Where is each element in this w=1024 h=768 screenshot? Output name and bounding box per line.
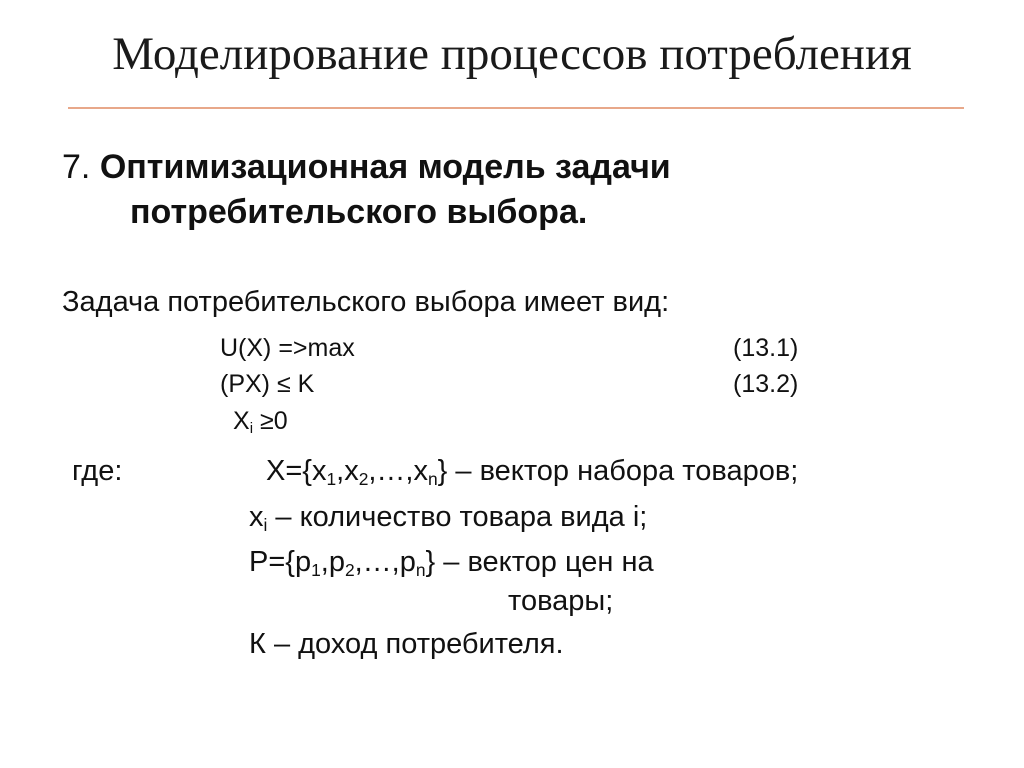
xi-sub: i xyxy=(263,514,268,535)
xvec-mid1: ,x xyxy=(336,455,359,487)
equation-nonnegativity xyxy=(233,405,288,437)
definition-x-vector xyxy=(266,452,798,490)
xvec-close: } – вектор набора товаров; xyxy=(437,455,799,487)
pvec-mid1: ,p xyxy=(320,546,345,578)
equation-objective: U(X) =>max xyxy=(220,334,355,362)
xvec-sub-2: 2 xyxy=(358,468,369,489)
equation-ref-13-1: (13.1) xyxy=(733,334,799,362)
xvec-open: X={x xyxy=(266,455,327,487)
slide-title: Моделирование процессов потребления xyxy=(112,28,912,80)
equation-budget-constraint: (PX) ≤ K xyxy=(220,370,315,398)
definition-x-i xyxy=(249,498,647,536)
definition-k: К – доход потребителя. xyxy=(249,628,564,660)
section-heading-line2: потребительского выбора. xyxy=(130,193,588,231)
xvec-mid2: ,…,x xyxy=(368,455,428,487)
nonneg-x: X xyxy=(233,407,250,435)
where-label: где: xyxy=(72,455,123,487)
definition-p-vector xyxy=(249,543,654,581)
xi-text: – количество товара вида i; xyxy=(267,501,648,533)
nonneg-tail: ≥0 xyxy=(253,407,288,435)
section-number: 7. xyxy=(62,148,91,186)
pvec-sub-n: n xyxy=(415,559,426,580)
equation-ref-13-2: (13.2) xyxy=(733,370,799,398)
pvec-open: P={p xyxy=(249,546,312,578)
pvec-mid2: ,…,p xyxy=(354,546,416,578)
xi-main: x xyxy=(249,501,264,533)
xvec-sub-n: n xyxy=(428,468,438,489)
section-heading-line1: Оптимизационная модель задачи xyxy=(99,148,671,186)
xvec-sub-1: 1 xyxy=(326,468,337,489)
definition-p-vector-continuation: товары; xyxy=(508,585,614,617)
pvec-close: } – вектор цен на xyxy=(425,546,654,578)
intro-text: Задача потребительского выбора имеет вид: xyxy=(62,286,670,318)
section-heading xyxy=(62,145,671,190)
title-divider xyxy=(68,107,964,109)
nonneg-sub-i: i xyxy=(249,420,254,438)
pvec-sub-1: 1 xyxy=(311,559,321,580)
pvec-sub-2: 2 xyxy=(344,559,355,580)
